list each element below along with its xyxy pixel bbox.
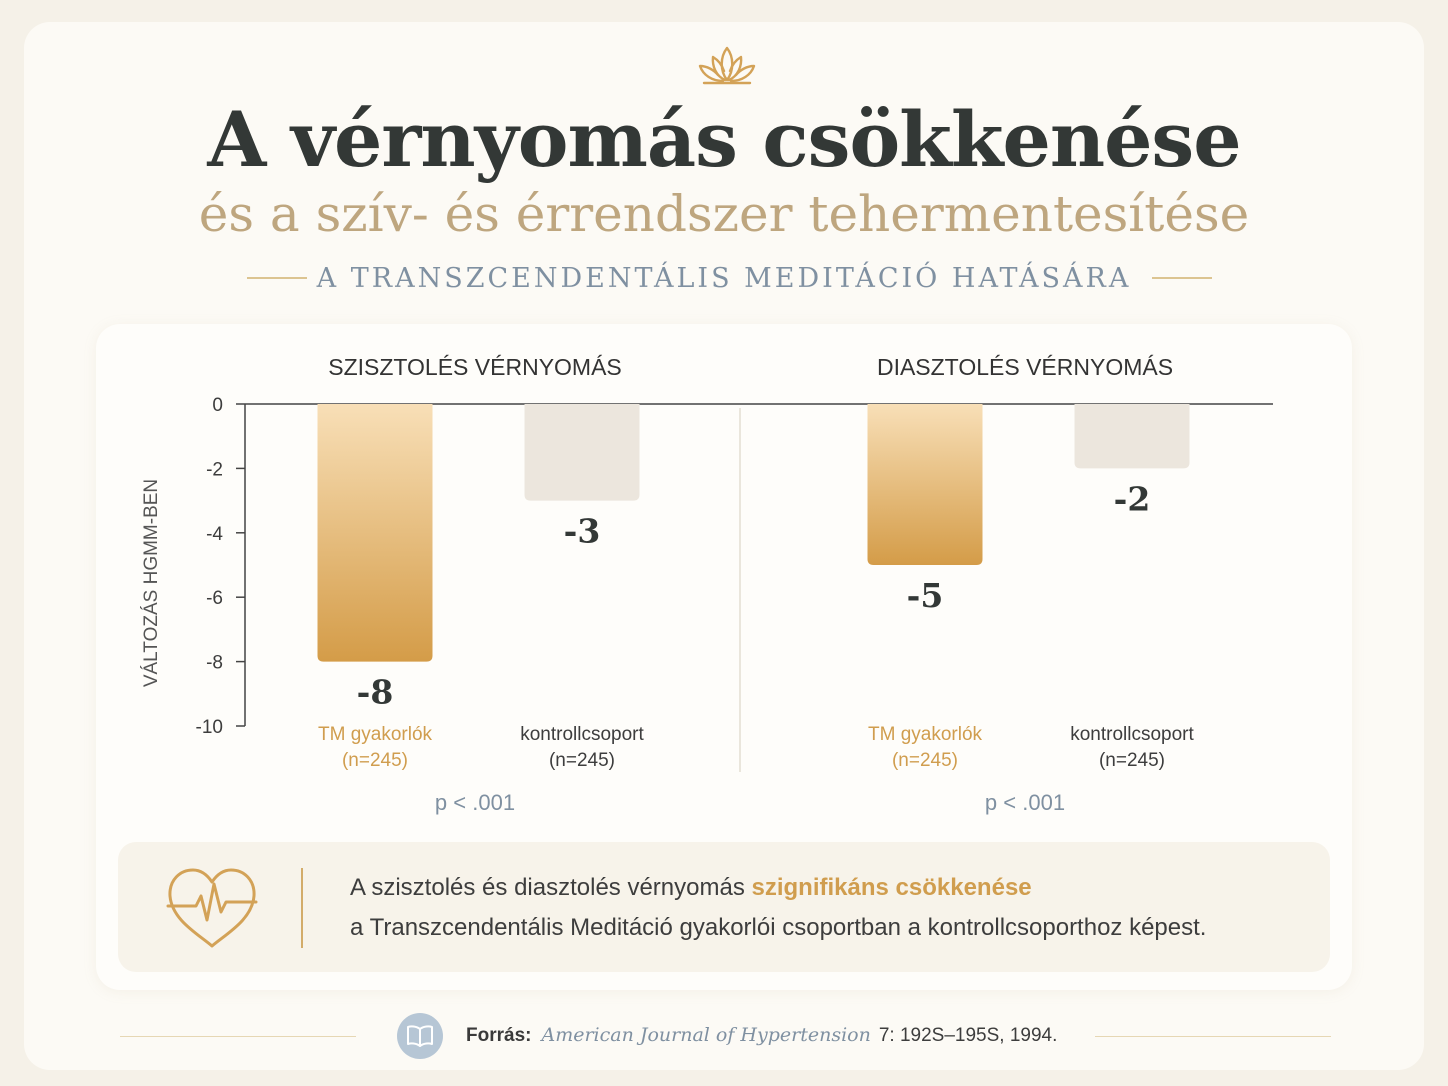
footer-rule-right [1095,1036,1331,1037]
p-value-label: p < .001 [434,790,516,815]
bar-group-label: kontrollcsoport [1070,724,1194,745]
y-tick-label: -6 [206,588,223,610]
book-icon [397,1013,443,1059]
source-label: Forrás: [466,1025,532,1046]
bar-n-label: (n=245) [548,750,616,771]
note-divider [301,868,303,948]
y-axis-label: VÁLTOZÁS HGMM-BEN [141,478,162,688]
page-subtitle: és a szív- és érrendszer tehermentesítése [198,185,1250,243]
bar-group-label: TM gyakorlók [867,724,983,745]
note-text-pre: A szisztolés és diasztolés vérnyomás [350,874,752,901]
panel-title: DIASZTOLÉS VÉRNYOMÁS [876,354,1174,380]
bar-group-label: TM gyakorlók [317,724,433,745]
note-line-1 [350,874,1032,902]
bar-n-label: (n=245) [891,750,959,771]
bar-group-label: kontrollcsoport [520,724,644,745]
bar-value-label: -2 [1113,479,1151,519]
p-value-label: p < .001 [984,790,1066,815]
y-tick-label: -2 [206,459,223,481]
bar-control [1075,404,1190,468]
bar-n-label: (n=245) [341,750,409,771]
bar-control [525,404,640,501]
note-highlight: szignifikáns csökkenése [751,874,1032,901]
footer-rule-left [120,1036,356,1037]
note-line-2: a Transzcendentális Meditáció gyakorlói csoportban a kontrollcsoporthoz képest. [350,914,1207,941]
bar-value-label: -3 [563,511,601,551]
page-title: A vérnyomás csökkenése [207,95,1241,184]
bar-n-label: (n=245) [1098,750,1166,771]
source-journal: American Journal of Hypertension [541,1024,871,1046]
source-details: 7: 192S–195S, 1994. [878,1025,1058,1046]
source-citation [466,1024,1057,1047]
y-tick-label: -4 [206,523,223,545]
y-tick-label: -8 [206,652,223,674]
bar-value-label: -8 [356,672,394,712]
page-kicker: A TRANSZCENDENTÁLIS MEDITÁCIÓ HATÁSÁRA [316,263,1132,294]
y-tick-label: -10 [195,717,223,738]
bar-tm [318,404,433,662]
heart-pulse-icon [166,866,258,950]
panel-title: SZISZTOLÉS VÉRNYOMÁS [328,354,622,380]
summary-note [118,842,1330,972]
y-tick-label: 0 [212,395,223,416]
bar-value-label: -5 [906,576,944,615]
bar-tm [868,404,983,565]
